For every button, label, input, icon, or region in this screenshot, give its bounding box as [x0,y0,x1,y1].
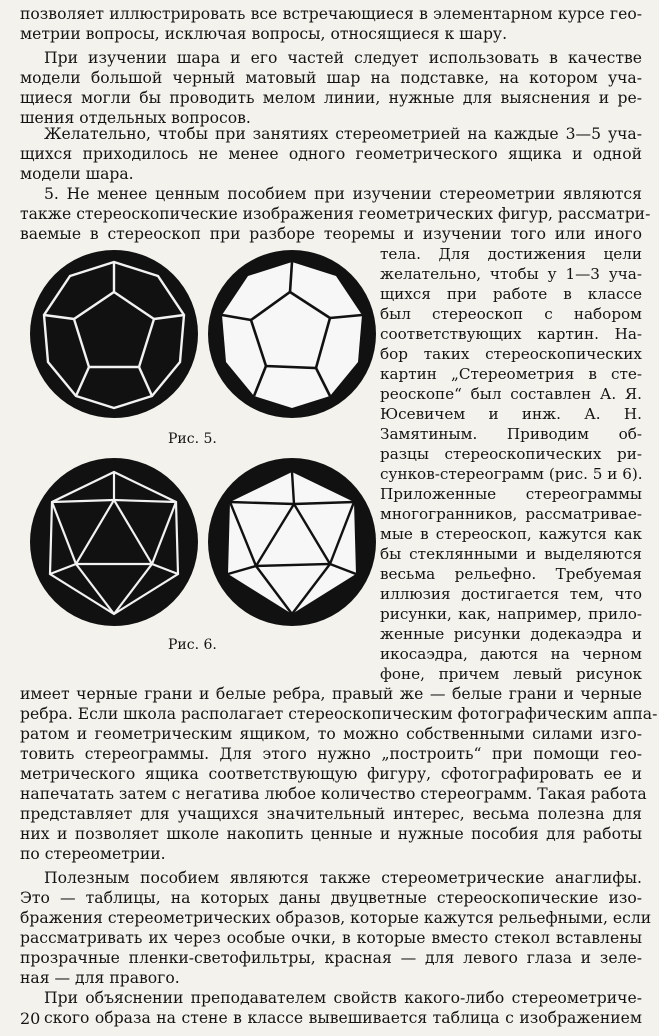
text-line: также стереоскопические изображения геометрических фигур, рассматри- [20,205,651,223]
text-line: Юсевичем и инж. А. Н. [380,405,642,423]
text-line: тела. Для достижения цели [380,245,642,263]
text-line: бор таких стереоскопических [380,345,642,363]
text-line: ребра. Если школа располагает стереоскопическим фотографическим аппа- [20,705,658,723]
fig5-left-dodecahedron [28,248,200,420]
fig5-right-dodecahedron [206,248,378,420]
text-line: представляет для учащихся значительный интерес, весьма полезна для [20,805,642,823]
text-line: них и позволяет школе накопить ценные и нужные пособия для работы [20,825,642,843]
text-line: модели шара. [20,165,134,183]
text-line: фоне, причем левый рисунок [380,665,642,683]
fig6-caption: Рис. 6. [168,637,217,653]
text-line: реоскопе“ был составлен А. Я. [380,385,642,403]
text-line: Замятиным. Приводим об- [380,425,642,443]
text-line: рисунки, как, например, прило- [380,605,642,623]
text-line: При объяснении преподавателем свойств какого-либо стереометриче- [44,989,642,1007]
text-line: Полезным пособием являются также стереометрические анаглифы. [44,869,642,887]
text-line: желательно, чтобы у 1—3 уча- [380,265,642,283]
text-line: шения отдельных вопросов. [20,109,251,127]
text-line: мые в стереоскоп, кажутся как [380,525,642,543]
text-line: имеет черные грани и белые ребра, правый же — белые грани и черные [20,685,642,703]
text-line: Приложенные стереограммы [380,485,642,503]
text-line: щихся при работе в классе [380,285,642,303]
text-line: щиеся могли бы проводить мелом линии, нужные для выяснения и ре- [20,89,642,107]
text-line: женные рисунки додекаэдра и [380,625,642,643]
text-line: напечатать затем с негатива любое количество стереограмм. Такая работа [20,785,647,803]
text-line: ского образа на стене в классе вывешивается таблица с изображением [44,1009,642,1027]
text-line: При изучении шара и его частей следует использовать в качестве [44,49,642,67]
text-line: картин „Стереометрия в сте- [380,365,642,383]
text-line: был стереоскоп с набором [380,305,642,323]
text-line: разцы стереоскопических ри- [380,445,642,463]
text-line: метрического ящика соответствующую фигуру, сфотографировать ее и [20,765,642,783]
text-line: иллюзия достигается тем, что [380,585,642,603]
text-line: позволяет иллюстрировать все встречающиеся в элементарном курсе гео- [20,5,642,23]
section-heading-line: 5. Не менее ценным пособием при изучении стереометрии являются [44,185,642,203]
text-line: ваемые в стереоскоп при разборе теоремы и изучении того или иного [20,225,642,243]
text-line: ная — для правого. [20,969,180,987]
text-line: ратом и геометрическим ящиком, то можно собственными силами изго- [20,725,642,743]
page-number: 20 [20,1009,41,1028]
text-line: Это — таблицы, на которых даны двуцветные стереоскопические изо- [20,889,642,907]
text-line: бы стеклянными и выделяются [380,545,642,563]
text-line: сунков-стереограмм (рис. 5 и 6). [380,465,643,483]
text-line: прозрачные пленки-светофильтры, красная — для левого глаза и зеле- [20,949,642,967]
fig5-caption: Рис. 5. [168,431,217,447]
text-line: метрии вопросы, исключая вопросы, относящиеся к шару. [20,25,508,43]
text-line: икосаэдра, даются на черном [380,645,642,663]
text-line: бражения стереометрических образов, которые кажутся рельефными, если [20,909,652,927]
text-line: Желательно, чтобы при занятиях стереометрией на каждые 3—5 уча- [44,125,642,143]
fig6-left-icosahedron [28,456,200,628]
text-line: соответствующих картин. На- [380,325,642,343]
text-line: весьма рельефно. Требуемая [380,565,642,583]
text-line: модели большой черный матовый шар на подставке, на котором уча- [20,69,642,87]
text-line: рассматривать их через особые очки, в которые вместо стекол вставлены [20,929,642,947]
text-line: щихся приходилось не менее одного геометрического ящика и одной [20,145,642,163]
text-line: многогранников, рассматривае- [380,505,642,523]
text-line: по стереометрии. [20,845,166,863]
text-line: товить стереограммы. Для этого нужно „построить“ при помощи гео- [20,745,642,763]
fig6-right-icosahedron [206,456,378,628]
